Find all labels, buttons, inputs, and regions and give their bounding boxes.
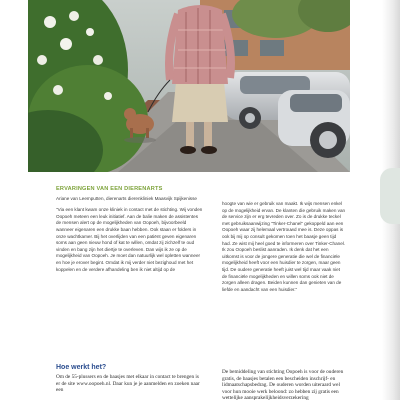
- section-right-text: De bemiddeling van stichting Oopoeh is voor de ouderen gratis, de baasjes betalen een bescheiden inschrijf- en lidmaatschapsbedrag. De ouderen worden uiteraard wel voor hun mooie werk beloond: zo hebben zij gratis een wettelijke aansprakelijkheidsverzekering: [222, 369, 344, 400]
- page-tab-marker: [380, 168, 400, 224]
- section-heading: Hoe werkt het?: [56, 364, 107, 371]
- article-left-column: [56, 186, 204, 273]
- article-headline: ERVARINGEN VAN EEN DIERENARTS: [56, 186, 163, 192]
- article-right-column: [222, 201, 346, 293]
- section-left-text: Om de 55-plussers en de baasjes met elkaar in contact te brengen is er de site www.oopoeh.nl. Daar kun je je aanmelden en zoeken naar een: [56, 374, 200, 394]
- article-byline: Ariane van Leemputten, dierenarts dierenkliniek Maasvijk Spijkenisse: [56, 195, 197, 201]
- article-photo: [28, 0, 350, 172]
- article-left-text: "Via een klant kwam onze kliniek in contact met de stichting. Wij vonden Oopoeh meteen een leuk initiatief. Aan de balie maken de assistentes de mensen alert op de mogelijkheden van Oopoeh, bijvoorbeeld wanneer eigenaren een drukke baan hebben. Ook staan er folders in onze wachtkamer. Bij het overlijden van een patiënt geven eigenaren soms aan geen nieuw hond of kat te willen, omdat zij zichzelf te oud vinden en bang zijn het diertje te overleven. Dan wijs ik ze op de mogelijkheid van Oopoeh. Je moet dan natuurlijk wel opletten wanneer en hoe je erover begint. Omdat ik mij verder niet bezighoud met het koppelen en de verdere afhandeling ben ik niet altijd op de: [56, 207, 203, 272]
- article-right-text: hoogte van wie er gebruik van maakt. Ik wijs mensen enkel op de mogelijkheid ervan. De klanten die gebruik maken van de service zijn er erg tevreden over. Zo is de drukke teckel met gebruiksaanwijzing "Tinker-Chanel" gekoppeld aan een Oopoeh waar zij helemaal vertrouwd mee is. Deze oppas is ook bij mij op consult gekomen toen het baasje geen tijd had. Ze wist mij heel goed te informeren over Tinker-Chanel. Ik zou Oopoeh beslist aanraden. Ik denk dat het een uitkomst is voor de jongere generatie die wel de financiële mogelijkheid heeft voor een huisdier te zorgen, maar geen tijd. De oudere generatie heeft juist wel tijd maar vaak niet de financiële mogelijkheden en willen soms ook niet de zorgen alleen dragen. Beiden kunnen dan genieten van de liefde en aandacht van een huisdier.": [222, 201, 346, 292]
